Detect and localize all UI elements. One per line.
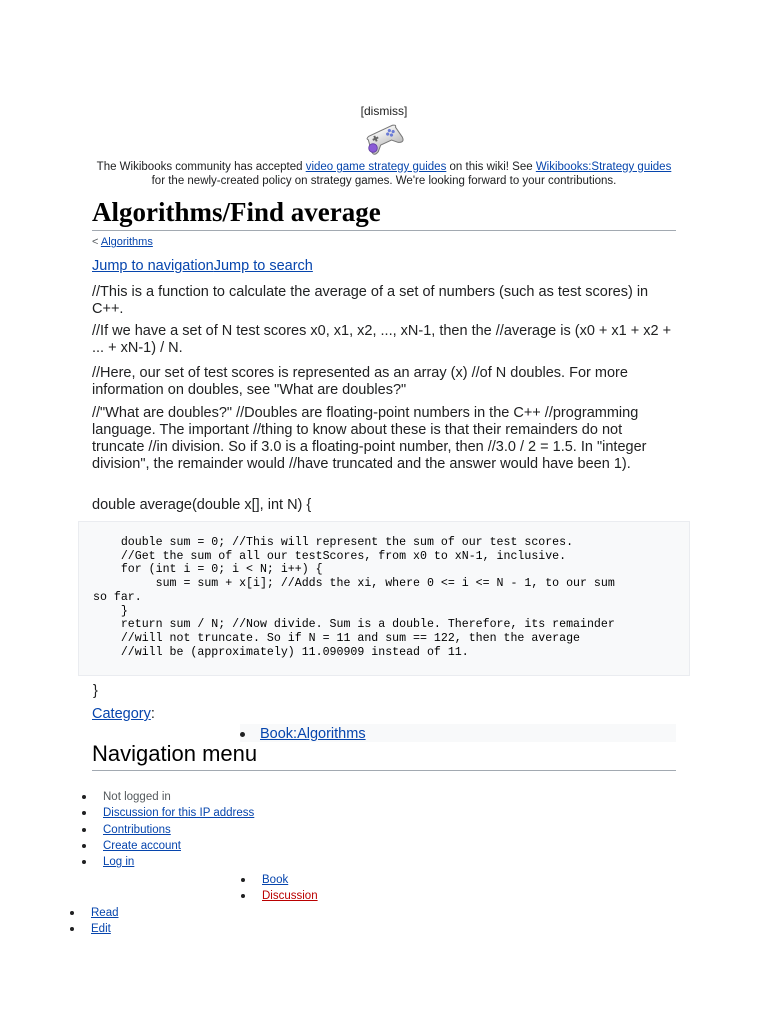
bullet-icon [70,911,74,915]
category-links: Category: [92,706,155,722]
function-signature: double average(double x[], int N) { [92,497,312,513]
breadcrumb: < Algorithms [92,236,153,248]
list-item [241,888,318,904]
tab-book[interactable]: Book [262,874,289,886]
jump-to-navigation-link[interactable]: Jump to navigation [92,258,214,274]
gamepad-icon [363,121,405,155]
bullet-icon [82,795,86,799]
namespaces-list [241,872,318,905]
category-book-algorithms-link[interactable]: Book:Algorithms [260,726,366,742]
code-text: double sum = 0; //This will represent the sum of our test scores. //Get the sum of all our testScores, from x0 to xN-1, inclusive. for (int i = 0; i < N; i++) { sum = sum + x[i]; //Adds the xi, where 0 <= i <= N - 1, to our sum so far. } return sum / N; //Now divide. Sum is a double. Therefore, its remainder //will not truncate. So if N = 11 and sum == 122, then the average //will be (approximately) 11.090909 instead of 11. [93,536,615,659]
paragraph: //If we have a set of N test scores x0, x1, x2, ..., xN-1, then the //average is (x0 + x1 + x2 + ... + xN-1) / N. [92,323,672,356]
bullet-icon [82,860,86,864]
list-item [82,805,254,821]
strategy-guides-notice: The Wikibooks community has accepted video game strategy guides on this wiki! See Wikibooks:Strategy guides for the newly-created policy on strategy games. We're looking forward to your contributions. [96,161,672,187]
tab-edit[interactable]: Edit [91,923,111,936]
list-item [241,872,318,888]
list-item [82,838,254,854]
video-game-guides-link[interactable]: video game strategy guides [305,161,447,173]
list-item [82,822,254,838]
bullet-icon [241,878,245,882]
category-label-link[interactable]: Category [92,706,151,722]
contributions-link[interactable]: Contributions [103,823,171,836]
navigation-menu-heading: Navigation menu [92,740,676,771]
paragraph: //Here, our set of test scores is represented as an array (x) //of N doubles. For more information on doubles, see "What are doubles?" [92,365,628,398]
tab-read[interactable]: Read [91,907,119,919]
bullet-icon [82,828,86,832]
jump-to-search-link[interactable]: Jump to search [213,258,313,274]
not-logged-in-text: Not logged in [103,791,171,803]
page-title: Algorithms/Find average [92,196,676,231]
strategy-guides-policy-link[interactable]: Wikibooks:Strategy guides [535,161,672,173]
paragraph: //"What are doubles?" //Doubles are floating-point numbers in the C++ //programming language. The important //thing to know about these is that their remainders do not truncate //in division. So if 3.0 is a floating-point number, then //3.0 / 2 = 1.5. In "integer division", the remainder would //have truncated and the answer would have been 1). [92,405,647,472]
list-item [82,789,254,805]
jump-links [92,258,313,274]
create-account-link[interactable]: Create account [103,839,181,852]
breadcrumb-link-algorithms[interactable]: Algorithms [100,236,153,248]
list-item [70,921,119,937]
banner-dismiss [0,104,768,118]
personal-tools-list [82,789,254,870]
discussion-ip-link[interactable]: Discussion for this IP address [103,807,255,820]
log-in-link[interactable]: Log in [103,856,135,869]
bullet-icon [241,894,245,898]
dismiss-link[interactable]: [dismiss] [360,104,408,118]
bullet-icon [240,732,245,737]
bullet-icon [70,927,74,931]
bullet-icon [82,844,86,848]
bullet-icon [82,811,86,815]
paragraph: //This is a function to calculate the average of a set of numbers (such as test scores) in C++. [92,284,649,317]
closing-brace: } [93,683,98,699]
views-list [70,905,119,938]
tab-discussion[interactable]: Discussion [262,890,318,903]
list-item [70,905,119,921]
list-item [82,854,254,870]
